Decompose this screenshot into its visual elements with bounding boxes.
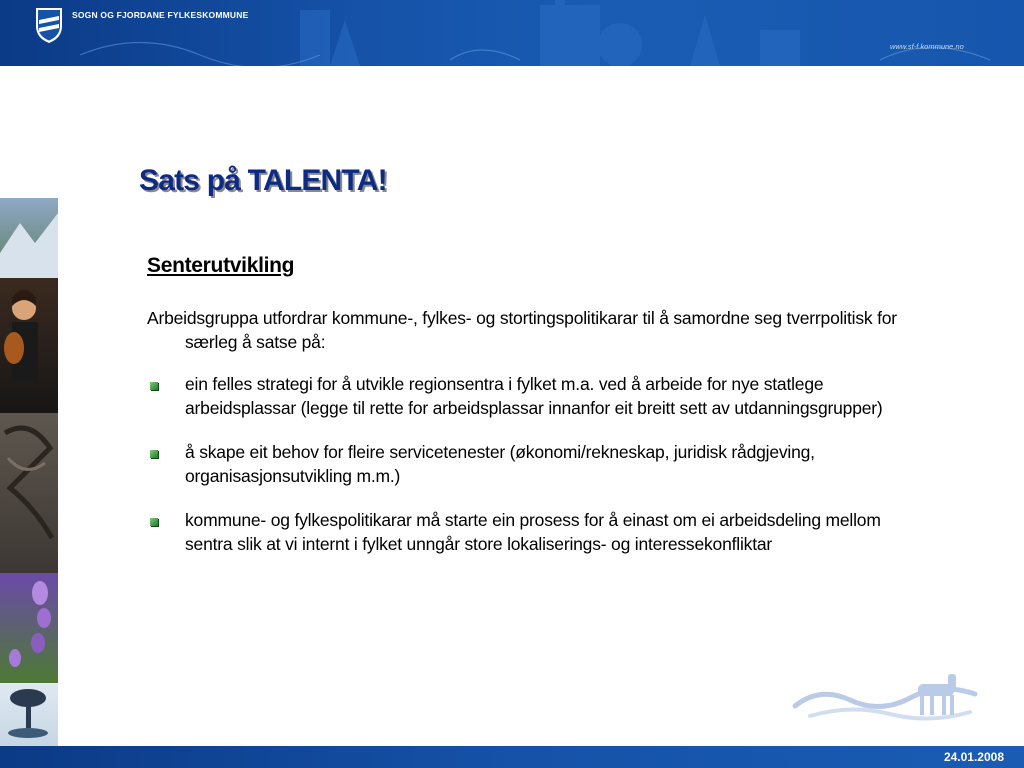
green-square-bullet-icon [150, 518, 158, 526]
bullet-text: kommune- og fylkespolitikarar må starte ein prosess for å einast om ei arbeidsdeling mellom sentra slik at vi internt i fylket unngår store lokaliserings- og interessekonfliktar [185, 510, 881, 554]
green-square-bullet-icon [150, 382, 158, 390]
website-url[interactable]: www.sf-f.kommune.no [890, 42, 964, 51]
violinist-photo [0, 278, 58, 413]
lone-tree-photo [0, 683, 58, 746]
bullet-item [147, 508, 927, 556]
foxglove-photo [0, 573, 58, 683]
mountain-photo [0, 198, 58, 278]
header-banner [0, 0, 1024, 66]
green-square-bullet-icon [150, 450, 158, 458]
wave-horse-decoration [790, 668, 980, 728]
slide-title: Sats på TALENTA! [139, 164, 387, 197]
left-photo-strip [0, 198, 58, 746]
county-shield-logo [34, 6, 64, 44]
section-subheading: Senterutvikling [147, 254, 295, 277]
intro-paragraph: Arbeidsgruppa utfordrar kommune-, fylkes- og stortingspolitikarar til å samordne seg tverrpolitisk for særleg å satse på: [147, 308, 897, 352]
bullet-item [147, 440, 927, 488]
wood-carving-photo [0, 413, 58, 573]
bullet-text: å skape eit behov for fleire servicetenester (økonomi/rekneskap, juridisk rådgjeving, organisasjonsutvikling m.m.) [185, 442, 815, 486]
organization-name: SOGN OG FJORDANE FYLKESKOMMUNE [72, 10, 249, 20]
bullet-item [147, 372, 927, 420]
slide-body [147, 254, 927, 576]
bullet-list [147, 372, 927, 556]
bullet-text: ein felles strategi for å utvikle regionsentra i fylket m.a. ved å arbeide for nye statlege arbeidsplassar (legge til rette for arbeidsplassar innanfor eit breitt sett av utdanningsgrupper) [185, 374, 883, 418]
footer-date: 24.01.2008 [943, 750, 1004, 764]
footer-bar [0, 746, 1024, 768]
